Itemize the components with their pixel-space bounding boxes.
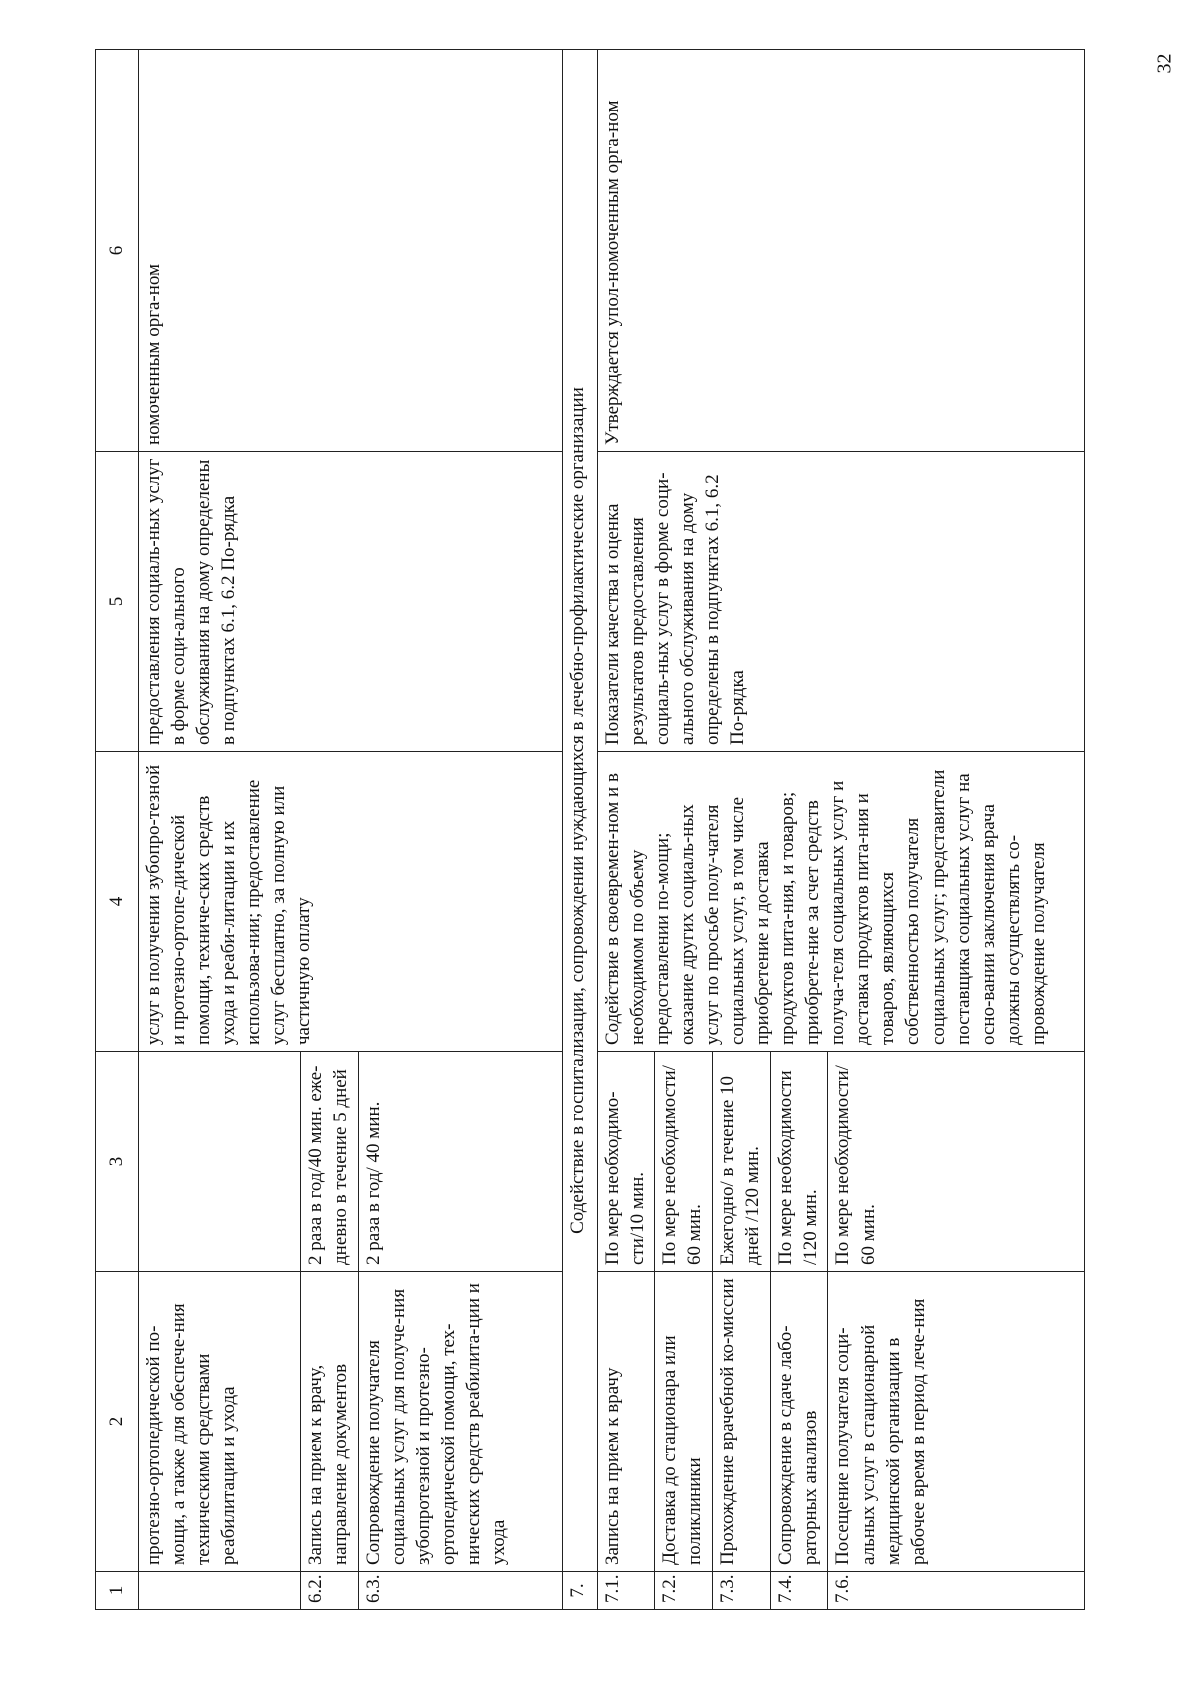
row-number: [138, 1572, 300, 1610]
table-row: [138, 50, 300, 1610]
header-col-2: 2: [96, 1272, 139, 1572]
service-description: Содействие в своевремен-ном и в необходимом по объему предоставлении по-мощи; оказание других социаль-ных услуг по просьбе полу-чателя социальных услуг, в том числе приобретение и доставка продуктов пита-ния, и товаров; приобрете-ние за счет средств получа-теля социальных услуг и доставка продуктов пита-ния и товаров, являющихся собственностью получателя социальных услуг; представители поставщика социальных услуг на осно-вании заключения врача должны осуществлять со-провождение получателя: [597, 752, 1084, 1052]
row-number: 7.2.: [655, 1572, 713, 1610]
table-row: [597, 50, 655, 1610]
service-norm: По мере необходимости/ 60 мин.: [655, 1052, 713, 1272]
row-number: 7.6.: [828, 1572, 1085, 1610]
service-name: Посещение получателя соци-альных услуг в стационарной медицинской организации в рабочее время в период лече-ния: [828, 1272, 1085, 1572]
service-description: услуг в получении зубопро-тезной и протезно-ортопе-дической помощи, техниче-ских средств ухода и реаби-литации и их использова-нии; предоставление услуг бесплатно, за полную или частичную оплату: [138, 752, 562, 1052]
section-title: Содействие в госпитализации, сопровождении нуждающихся в лечебно-профилактические организации: [563, 50, 598, 1572]
approval-note: Утверждается упол-номоченным орга-ном: [597, 50, 1084, 452]
service-name: Прохождение врачебной ко-миссии: [713, 1272, 771, 1572]
approval-note: номоченным орга-ном: [138, 50, 562, 452]
row-number: 6.2.: [301, 1572, 359, 1610]
services-table: [95, 49, 1085, 1610]
service-norm: [138, 1052, 300, 1272]
page-number: 32: [1153, 53, 1176, 74]
header-col-1: 1: [96, 1572, 139, 1610]
header-row: [96, 50, 139, 1610]
service-name: Сопровождение получателя социальных услуг для получе-ния зубопротезной и протезно-ортопедической помощи, тех-нических средств реабилита-ции и ухода: [358, 1272, 562, 1572]
service-norm: Ежегодно/ в течение 10 дней /120 мин.: [713, 1052, 771, 1272]
service-norm: По мере необходимости/ 60 мин.: [828, 1052, 1085, 1272]
service-norm: По мере необходимости /120 мин.: [770, 1052, 828, 1272]
header-col-3: 3: [96, 1052, 139, 1272]
header-col-6: 6: [96, 50, 139, 452]
service-norm: 2 раза в год/ 40 мин.: [358, 1052, 562, 1272]
service-name: Запись на прием к врачу, направление документов: [301, 1272, 359, 1572]
quality-indicators: предоставления социаль-ных услуг в форме соци-ального обслуживания на дому определены в подпунктах 6.1, 6.2 По-рядка: [138, 452, 562, 752]
service-name: протезно-ортопедической по-мощи, а также для обеспече-ния техническими средствами реабилитации и ухода: [138, 1272, 300, 1572]
section-number: 7.: [563, 1572, 598, 1610]
row-number: 7.4.: [770, 1572, 828, 1610]
service-norm: По мере необходимо-сти/10 мин.: [597, 1052, 655, 1272]
row-number: 7.3.: [713, 1572, 771, 1610]
section-row: [563, 50, 598, 1610]
row-number: 7.1.: [597, 1572, 655, 1610]
service-name: Сопровождение в сдаче лабо-раторных анализов: [770, 1272, 828, 1572]
service-name: Запись на прием к врачу: [597, 1272, 655, 1572]
service-name: Доставка до стационара или поликлиники: [655, 1272, 713, 1572]
quality-indicators: Показатели качества и оценка результатов предоставления социаль-ных услуг в форме соци-ального обслуживания на дому определены в подпунктах 6.1, 6.2 По-рядка: [597, 452, 1084, 752]
rotated-table-container: [95, 50, 1085, 1610]
header-col-5: 5: [96, 452, 139, 752]
service-norm: 2 раза в год/40 мин. еже-дневно в течение 5 дней: [301, 1052, 359, 1272]
row-number: 6.3.: [358, 1572, 562, 1610]
header-col-4: 4: [96, 752, 139, 1052]
